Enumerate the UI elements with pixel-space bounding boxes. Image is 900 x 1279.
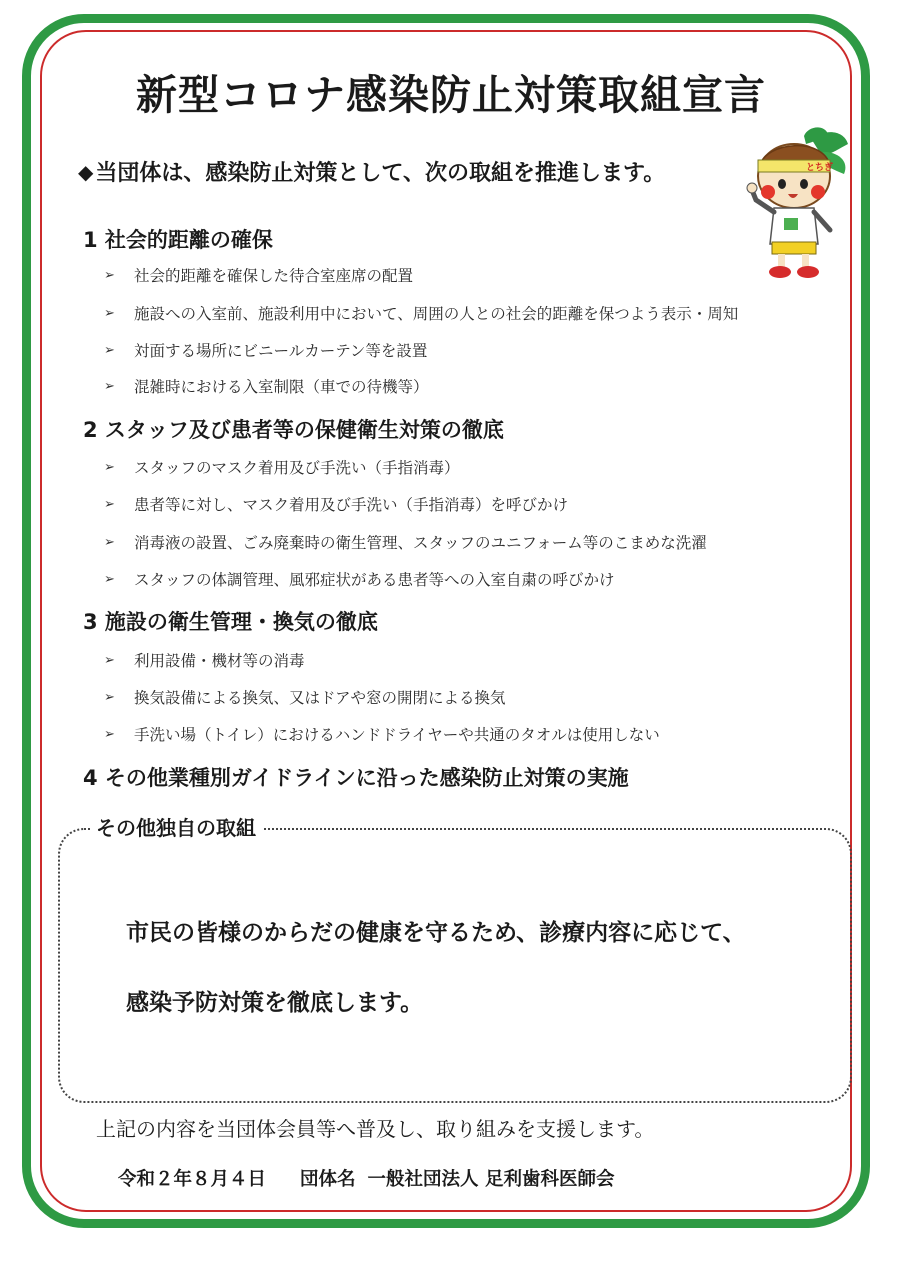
- list-item: ➢ 施設への入室前、施設利用中において、周囲の人との社会的距離を保つよう表示・周知: [104, 305, 739, 323]
- org-name: 一般社団法人 足利歯科医師会: [367, 1169, 615, 1190]
- diamond-icon: ◆: [78, 159, 94, 184]
- list-item: ➢ 患者等に対し、マスク着用及び手洗い（手指消毒）を呼びかけ: [104, 496, 569, 514]
- own-initiatives-line-1: 市民の皆様のからだの健康を守るため、診療内容に応じて、: [126, 920, 746, 946]
- bullet-arrow-icon: ➢: [104, 689, 115, 705]
- bullet-arrow-icon: ➢: [104, 652, 115, 668]
- list-item: ➢ 消毒液の設置、ごみ廃棄時の衛生管理、スタッフのユニフォーム等のこまめな洗濯: [104, 534, 707, 552]
- bullet-arrow-icon: ➢: [104, 305, 115, 321]
- bullet-arrow-icon: ➢: [104, 378, 115, 394]
- list-item: ➢ 利用設備・機材等の消毒: [104, 652, 305, 670]
- own-initiatives-box: [58, 828, 852, 1103]
- page-title: 新型コロナ感染防止対策取組宣言: [136, 71, 766, 119]
- own-initiatives-line-2: 感染予防対策を徹底します。: [126, 990, 424, 1016]
- declaration-date: 令和２年８月４日: [118, 1169, 267, 1190]
- list-item: ➢ 混雑時における入室制限（車での待機等）: [104, 378, 429, 396]
- signature-line: [118, 1165, 614, 1191]
- intro-line: [78, 156, 665, 187]
- section-4-heading: 4 その他業種別ガイドラインに沿った感染防止対策の実施: [83, 766, 629, 790]
- bullet-arrow-icon: ➢: [104, 267, 115, 283]
- org-label: 団体名: [300, 1169, 356, 1190]
- bullet-arrow-icon: ➢: [104, 496, 115, 512]
- section-1-heading: 1 社会的距離の確保: [83, 228, 273, 252]
- bullet-arrow-icon: ➢: [104, 342, 115, 358]
- section-2-heading: 2 スタッフ及び患者等の保健衛生対策の徹底: [83, 418, 504, 442]
- list-item: ➢ スタッフのマスク着用及び手洗い（手指消毒）: [104, 459, 460, 477]
- list-item: ➢ 社会的距離を確保した待合室座席の配置: [104, 267, 414, 285]
- bullet-arrow-icon: ➢: [104, 534, 115, 550]
- mascot-illustration-icon: [744, 126, 854, 286]
- bullet-arrow-icon: ➢: [104, 459, 115, 475]
- own-initiatives-label: その他独自の取組: [92, 812, 262, 841]
- list-item: ➢ スタッフの体調管理、風邪症状がある患者等への入室自粛の呼びかけ: [104, 571, 615, 589]
- list-item: ➢ 手洗い場（トイレ）におけるハンドドライヤーや共通のタオルは使用しない: [104, 726, 660, 744]
- footer-statement: 上記の内容を当団体会員等へ普及し、取り組みを支援します。: [96, 1117, 655, 1141]
- list-item: ➢ 換気設備による換気、又はドアや窓の開閉による換気: [104, 689, 506, 707]
- section-3-heading: 3 施設の衛生管理・換気の徹底: [83, 610, 378, 634]
- intro-text: 当団体は、感染防止対策として、次の取組を推進します。: [95, 161, 666, 186]
- bullet-arrow-icon: ➢: [104, 571, 115, 587]
- list-item: ➢ 対面する場所にビニールカーテン等を設置: [104, 342, 428, 360]
- bullet-arrow-icon: ➢: [104, 726, 115, 742]
- mascot-headband-text: とちぎ: [806, 163, 834, 173]
